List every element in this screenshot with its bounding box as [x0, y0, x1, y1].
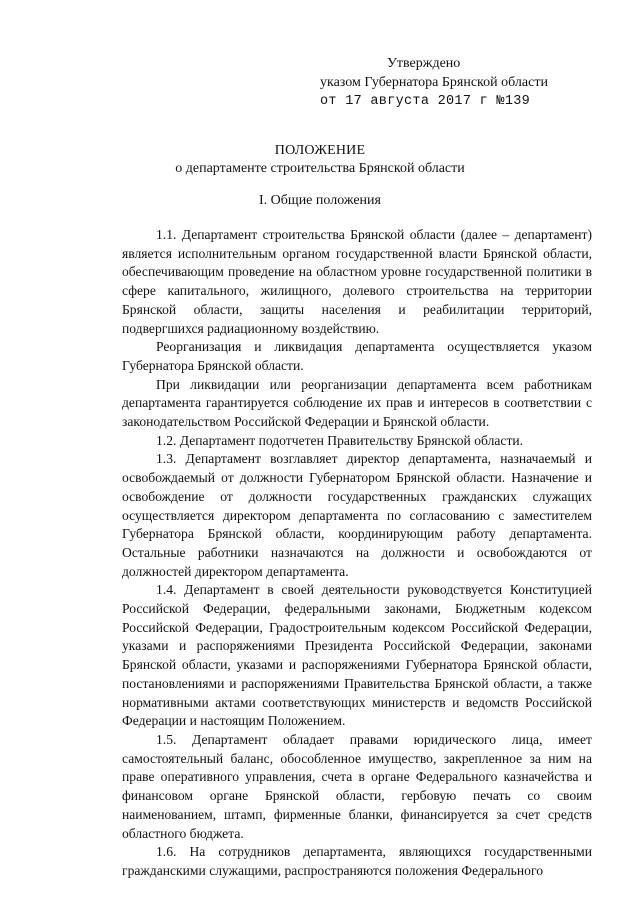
paragraph-1-4: 1.4. Департамент в своей деятельности руководствуется Конституцией Российской Федерации, федеральными законами, Бюджетным кодексом Российской Федерации, Градостроительным кодексом Российской Федерации, указами и распоряжениями Президента Российской Федерации, законами Брянской области, указами и распоряжениями Губернатора Брянской области, постановлениями и распоряжениями Правительства Брянской области, а также нормативными актами соответствующих министерств и ведомств Российской Федерации и настоящим Положением. [122, 582, 592, 729]
paragraph-1-5: 1.5. Департамент обладает правами юридического лица, имеет самостоятельный баланс, обособленное имущество, закрепленное за ним на праве оперативного управления, счета в органе Федерального казначейства и финансовом органе Брянской области, гербовую печать со своим наименованием, штамп, фирменные бланки, финансируется за счет средств областного бюджета. [122, 731, 592, 841]
paragraph-1-6: 1.6. На сотрудников департамента, являющихся государственными гражданскими служащими, распространяются положения Федерального [122, 844, 592, 878]
document-body [122, 226, 592, 881]
approval-authority: указом Губернатора Брянской области [320, 75, 548, 90]
paragraph-reorganization: Реорганизация и ликвидация департамента осуществляется указом Губернатора Брянской области. [122, 339, 592, 373]
paragraph-liquidation: При ликвидации или реорганизации департамента всем работникам департамента гарантируется соблюдение их прав и интересов в соответствии с законодательством Российской Федерации и Брянской области. [122, 376, 592, 430]
paragraph-1-2: 1.2. Департамент подотчетен Правительству Брянской области. [156, 432, 524, 448]
approval-stamp [320, 54, 620, 111]
paragraph-1-3: 1.3. Департамент возглавляет директор департамента, назначаемый и освобождаемый от должности Губернатором Брянской области. Назначение и освобождение от должности государственных гражданских служащих осуществляется директором департамента по согласованию с заместителем Губернатора Брянской области, координирующим работу департамента. Остальные работники назначаются на должности и освобождаются от должностей директором департамента. [122, 451, 592, 579]
approval-date-number: от 17 августа 2017 г №139 [320, 94, 531, 109]
approval-label: Утверждено [387, 56, 461, 71]
document-subheading: о департаменте строительства Брянской области [175, 161, 465, 176]
document-title [0, 142, 640, 178]
paragraph-1-1: 1.1. Департамент строительства Брянской области (далее – департамент) является исполнительным органом государственной власти Брянской области, обеспечивающим проведение на областном уровне государственной политики в сфере капитального, жилищного, долевого строительства на территории Брянской области, защиты населения и реабилитации территорий, подвергшихся радиационному воздействию. [122, 227, 592, 336]
document-heading: ПОЛОЖЕНИЕ [274, 143, 366, 158]
section-heading: I. Общие положения [259, 193, 381, 208]
